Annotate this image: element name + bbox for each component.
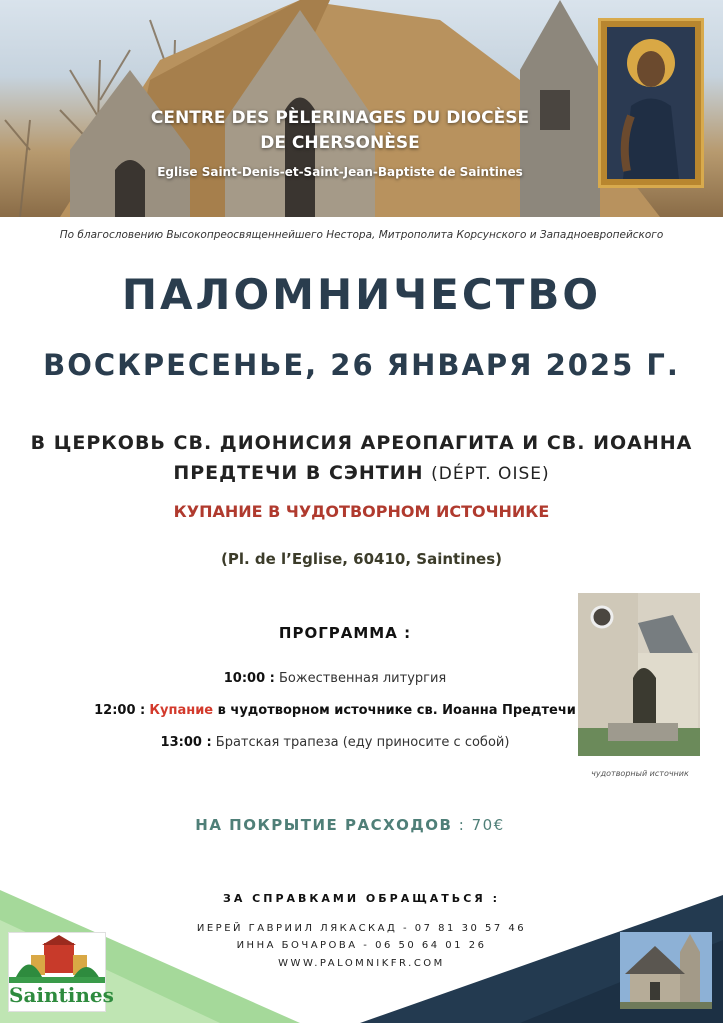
contact-priest: ИЕРЕЙ ГАВРИИЛ ЛЯКАСКАД - 07 81 30 57 46 bbox=[196, 923, 527, 934]
spring-photo bbox=[578, 593, 700, 756]
john-baptist-icon-image bbox=[598, 18, 704, 188]
address: (Pl. de l’Eglise, 60410, Saintines) bbox=[221, 550, 502, 568]
program-text: Братская трапеза (еду приносите с собой) bbox=[211, 735, 510, 750]
program-text: Божественная литургия bbox=[274, 671, 447, 686]
program-heading: ПРОГРАММА : bbox=[278, 624, 412, 642]
website-link[interactable]: WWW.PALOMNIKFR.COM bbox=[278, 958, 445, 969]
logo-text: Saintines bbox=[9, 983, 114, 1007]
cost-label: НА ПОКРЫТИЕ РАСХОДОВ bbox=[195, 816, 453, 834]
program-item bbox=[20, 735, 650, 750]
castle-logo-icon bbox=[9, 933, 105, 983]
church-line2 bbox=[10, 458, 713, 489]
page-title: ПАЛОМНИЧЕСТВО bbox=[121, 270, 602, 319]
center-title-line2: DE CHERSONÈSE bbox=[260, 133, 420, 153]
program-time: 10:00 : bbox=[223, 671, 275, 686]
church-exterior-photo bbox=[620, 932, 712, 1009]
contacts-heading: ЗА СПРАВКАМИ ОБРАЩАТЬСЯ : bbox=[223, 892, 500, 905]
event-date: ВОСКРЕСЕНЬЕ, 26 ЯНВАРЯ 2025 Г. bbox=[43, 348, 680, 382]
program-item bbox=[20, 671, 650, 686]
destination-church bbox=[10, 428, 713, 489]
department-label: (DÉPT. OISE) bbox=[431, 464, 550, 484]
bathing-headline: КУПАНИЕ В ЧУДОТВОРНОМ ИСТОЧНИКЕ bbox=[173, 502, 550, 521]
blessing-text: По благословению Высокопреосвященнейшего Нестора, Митрополита Корсунского и Западноевропейского bbox=[59, 229, 664, 241]
header-banner bbox=[0, 0, 723, 217]
program-time: 13:00 : bbox=[160, 735, 212, 750]
program-item bbox=[20, 703, 650, 718]
cost-line bbox=[0, 816, 700, 834]
church-name-subtitle: Eglise Saint-Denis-et-Saint-Jean-Baptiste de Saintines bbox=[157, 165, 523, 179]
contact-inna: ИННА БОЧАРОВА - 06 50 64 01 26 bbox=[236, 940, 487, 951]
church-line2-text: ПРЕДТЕЧИ В СЭНТИН bbox=[173, 462, 424, 484]
program-time: 12:00 : bbox=[94, 703, 146, 718]
saintines-logo bbox=[8, 932, 114, 1012]
church-line1: В ЦЕРКОВЬ СВ. ДИОНИСИЯ АРЕОПАГИТА И СВ. ИОАННА bbox=[30, 432, 693, 454]
spring-caption: чудотворный источник bbox=[591, 769, 689, 778]
program-text: в чудотворном источнике св. Иоанна Предтечи bbox=[213, 703, 576, 718]
program-highlight: Купание bbox=[149, 703, 214, 718]
cost-value: : 70€ bbox=[452, 816, 505, 834]
center-title-line1: CENTRE DES PÈLERINAGES DU DIOCÈSE bbox=[150, 108, 530, 128]
